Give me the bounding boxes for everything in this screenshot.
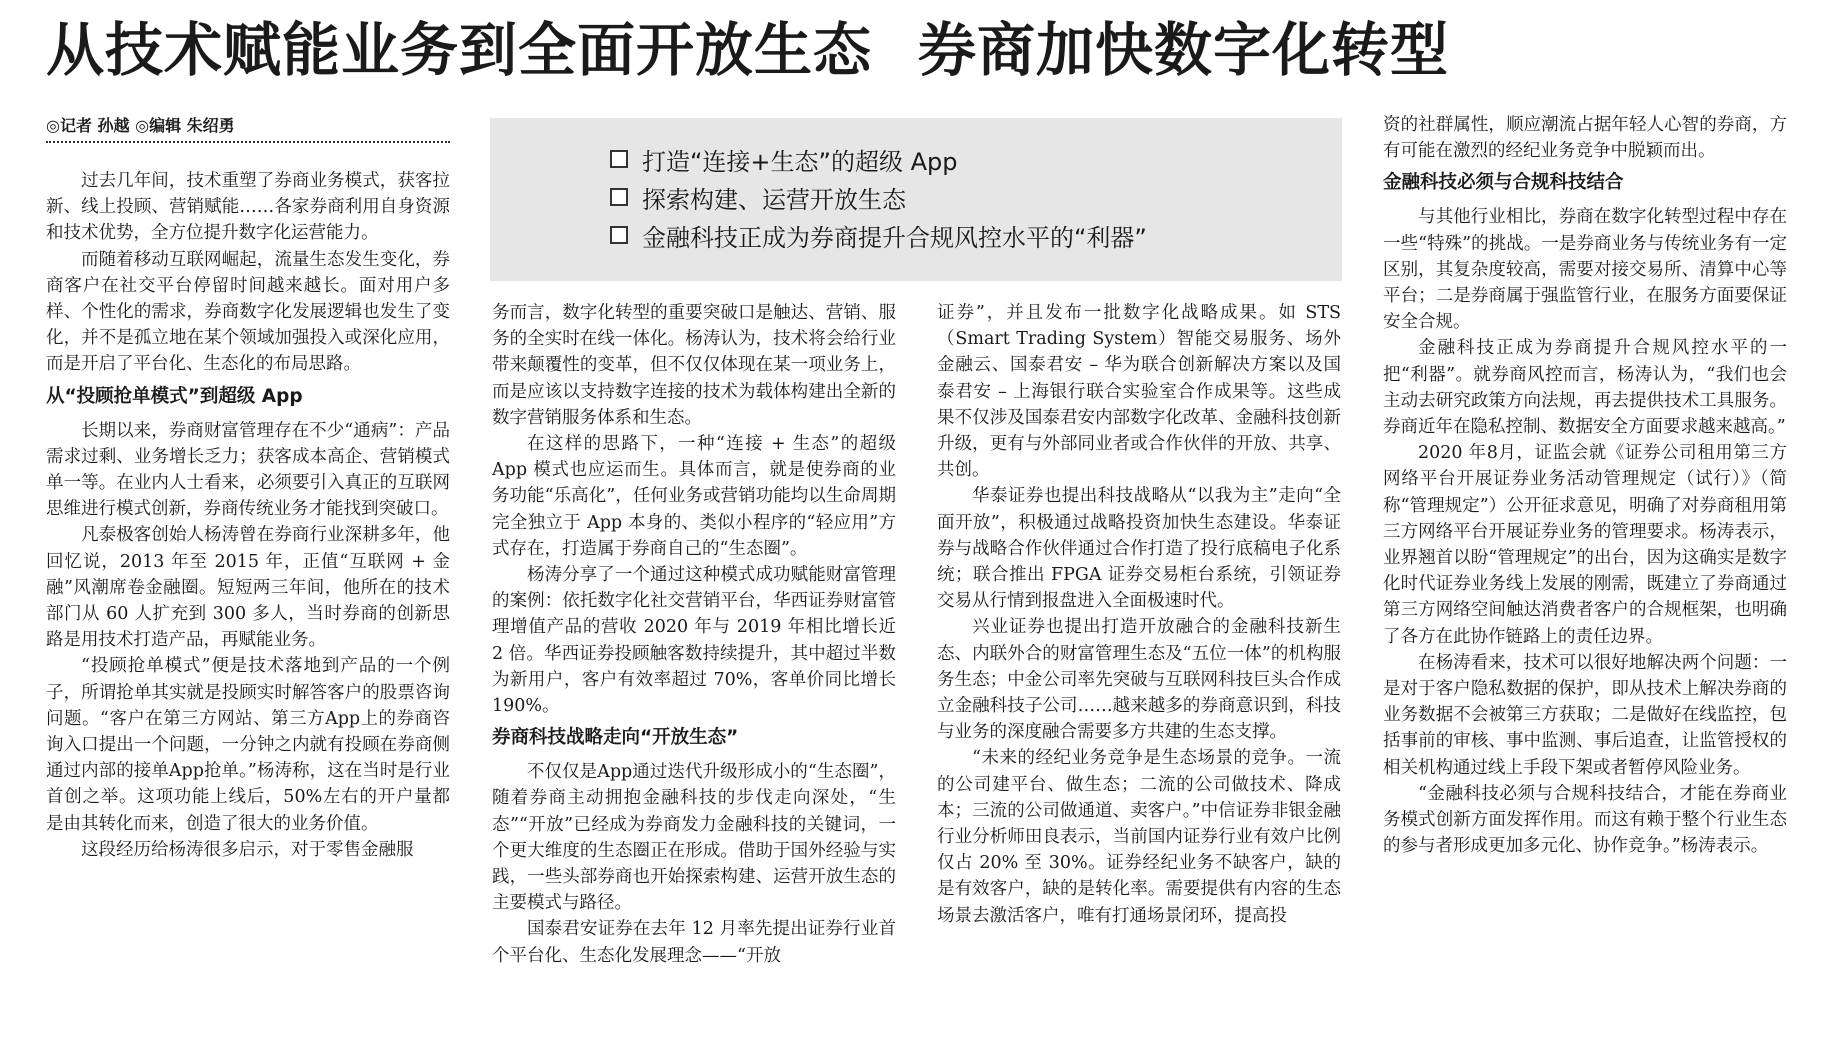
section-heading: 券商科技战略走向“开放生态” bbox=[492, 727, 739, 749]
highlight-item bbox=[610, 140, 1342, 178]
paragraph: 不仅仅是App通过迭代升级形成小的“生态圈”，随着券商主动拥抱金融科技的步伐走向深处，“生态”“开放”已经成为券商发力金融科技的关键词，一个更大维度的生态圈正在形成。借助于国外经验与实践，一些头部券商也开始探索构建、运营开放生态的主要模式与路径。 bbox=[492, 762, 896, 914]
highlight-text: 打造“连接+生态”的超级 App bbox=[642, 147, 958, 176]
paragraph: 华泰证券也提出科技战略从“以我为主”走向“全面开放”，积极通过战略投资加快生态建设。华泰证券与战略合作伙伴通过合作打造了投行底稿电子化系统；联合推出 FPGA 证券交易柜台系统，引领证券交易从行情到报盘进入全面极速时代。 bbox=[937, 486, 1341, 612]
highlight-text: 金融科技正成为券商提升合规风控水平的“利器” bbox=[642, 223, 1147, 252]
checkbox-icon bbox=[610, 150, 628, 168]
paragraph: 在杨涛看来，技术可以很好地解决两个问题：一是对于客户隐私数据的保护，即从技术上解决券商的业务数据不会被第三方获取；二是做好在线监控，包括事前的审核、事中监测、事后追查，让监管授权的相关机构通过线上手段下架或者暂停风险业务。 bbox=[1383, 652, 1787, 778]
highlights-box bbox=[490, 118, 1342, 281]
paragraph: 资的社群属性，顺应潮流占据年轻人心智的券商，方有可能在激烈的经纪业务竞争中脱颖而出。 bbox=[1383, 115, 1787, 162]
paragraph: 这段经历给杨涛很多启示，对于零售金融服 bbox=[81, 839, 414, 860]
paragraph: “投顾抢单模式”便是技术落地到产品的一个例子，所谓抢单其实就是投顾实时解答客户的股票咨询问题。“客户在第三方网站、第三方App上的券商咨询入口提出一个问题，一分钟之内就有投顾在券商侧通过内部的接单App抢单。”杨涛称，这在当时是行业首创之举。这项功能上线后，50%左右的开户量都是由其转化而来，创造了很大的业务价值。 bbox=[46, 656, 450, 834]
paragraph: 国泰君安证券在去年 12 月率先提出证券行业首个平台化、生态化发展理念——“开放 bbox=[492, 919, 896, 966]
paragraph: 长期以来，券商财富管理存在不少“通病”：产品需求过剩、业务增长乏力；获客成本高企、营销模式单一等。在业内人士看来，必须要引入真正的互联网思维进行模式创新，券商传统业务才能找到突破口。 bbox=[46, 420, 450, 520]
paragraph: 2020 年8月，证监会就《证券公司租用第三方网络平台开展证券业务活动管理规定（试行）》（简称“管理规定”）公开征求意见，明确了对券商租用第三方网络平台开展证券业务的管理要求。杨涛表示，业界翘首以盼“管理规定”的出台，因为这确实是数字化时代证券业务线上发展的刚需，既建立了券商通过第三方网络空间触达消费者客户的合规框架，也明确了各方在此协作链路上的责任边界。 bbox=[1383, 443, 1787, 647]
paragraph: 务而言，数字化转型的重要突破口是触达、营销、服务的全实时在线一体化。杨涛认为，技术将会给行业带来颠覆性的变革，但不仅仅体现在某一项业务上，而是应该以支持数字连接的技术为载体构建出全新的数字营销服务体系和生态。 bbox=[492, 303, 896, 428]
paragraph: 与其他行业相比，券商在数字化转型过程中存在一些“特殊”的挑战。一是券商业务与传统业务有一定区别，其复杂度较高，需要对接交易所、清算中心等平台；二是券商属于强监管行业，在服务方面要保证安全合规。 bbox=[1383, 207, 1787, 333]
headline-part-2: 券商加快数字化转型 bbox=[918, 16, 1450, 84]
paragraph: 而随着移动互联网崛起，流量生态发生变化，券商客户在社交平台停留时间越来越长。面对用户多样、个性化的需求，券商数字化发展逻辑也发生了变化，并不是孤立地在某个领域加强投入或深化应用，而是开启了平台化、生态化的布局思路。 bbox=[46, 249, 450, 375]
byline: ◎记者 孙越 ◎编辑 朱绍勇 bbox=[46, 114, 450, 143]
article-column-4 bbox=[1383, 112, 1787, 1048]
article-headline bbox=[46, 8, 1806, 92]
paragraph: 兴业证券也提出打造开放融合的金融科技新生态、内联外合的财富管理生态及“五位一体”的机构服务生态；中金公司率先突破与互联网科技巨头合作成立金融科技子公司……越来越多的券商意识到，科技与业务的深度融合需要多方共建的生态支撑。 bbox=[937, 617, 1341, 743]
highlight-item bbox=[610, 216, 1342, 254]
paragraph: 在这样的思路下，一种“连接 + 生态”的超级 App 模式也应运而生。具体而言，就是使券商的业务功能“乐高化”，任何业务或营销功能均以生命周期完全独立于 App 本身的、类似小程序的“轻应用”方式存在，打造属于券商自己的“生态圈”。 bbox=[492, 434, 896, 559]
checkbox-icon bbox=[610, 188, 628, 206]
highlight-text: 探索构建、运营开放生态 bbox=[642, 185, 906, 214]
paragraph: 杨涛分享了一个通过这种模式成功赋能财富管理的案例：依托数字化社交营销平台，华西证券财富管理增值产品的营收 2020 年与 2019 年相比增长近 2 倍。华西证券投顾触客数持续提升，其中超过半数为新用户，客户有效率超过 70%，客单价同比增长 190%。 bbox=[492, 565, 896, 717]
article-column-1 bbox=[46, 168, 450, 1048]
checkbox-icon bbox=[610, 226, 628, 244]
article-column-2 bbox=[492, 300, 896, 1048]
paragraph: 证券”，并且发布一批数字化战略成果。如 STS（Smart Trading System）智能交易服务、场外金融云、国泰君安 – 华为联合创新解决方案以及国泰君安 – 上海银行联合实验室合作成果等。这些成果不仅涉及国泰君安内部数字化改革、金融科技创新升级，更有与外部同业者或合作伙伴的开放、共享、共创。 bbox=[937, 303, 1341, 481]
paragraph: “未来的经纪业务竞争是生态场景的竞争。一流的公司建平台、做生态；二流的公司做技术、降成本；三流的公司做通道、卖客户。”中信证券非银金融行业分析师田良表示，当前国内证券行业有效户比例仅占 20% 至 30%。证券经纪业务不缺客户，缺的是有效客户，缺的是转化率。需要提供有内容的生态场景去激活客户，唯有打通场景闭环，提高投 bbox=[937, 748, 1341, 926]
paragraph: “金融科技必须与合规科技结合，才能在券商业务模式创新方面发挥作用。而这有赖于整个行业生态的参与者形成更加多元化、协作竞争。”杨涛表示。 bbox=[1383, 783, 1787, 857]
paragraph: 过去几年间，技术重塑了券商业务模式，获客拉新、线上投顾、营销赋能……各家券商利用自身资源和技术优势，全方位提升数字化运营能力。 bbox=[46, 171, 450, 244]
section-heading: 从“投顾抢单模式”到超级 App bbox=[46, 385, 303, 407]
paragraph: 金融科技正成为券商提升合规风控水平的一把“利器”。就券商风控而言，杨涛认为，“我们也会主动去研究政策方向法规，再去提供技术工具服务。券商近年在隐私控制、数据安全方面要求越来越高。” bbox=[1383, 338, 1787, 438]
paragraph: 凡泰极客创始人杨涛曾在券商行业深耕多年，他回忆说，2013 年至 2015 年，正值“互联网 + 金融”风潮席卷金融圈。短短两三年间，他所在的技术部门从 60 人扩充到 300 多人，当时券商的创新思路是用技术打造产品，再赋能业务。 bbox=[46, 525, 450, 651]
section-heading: 金融科技必须与合规科技结合 bbox=[1383, 172, 1624, 194]
article-column-3 bbox=[937, 300, 1341, 1048]
highlight-item bbox=[610, 178, 1342, 216]
headline-part-1: 从技术赋能业务到全面开放生态 bbox=[46, 16, 873, 84]
